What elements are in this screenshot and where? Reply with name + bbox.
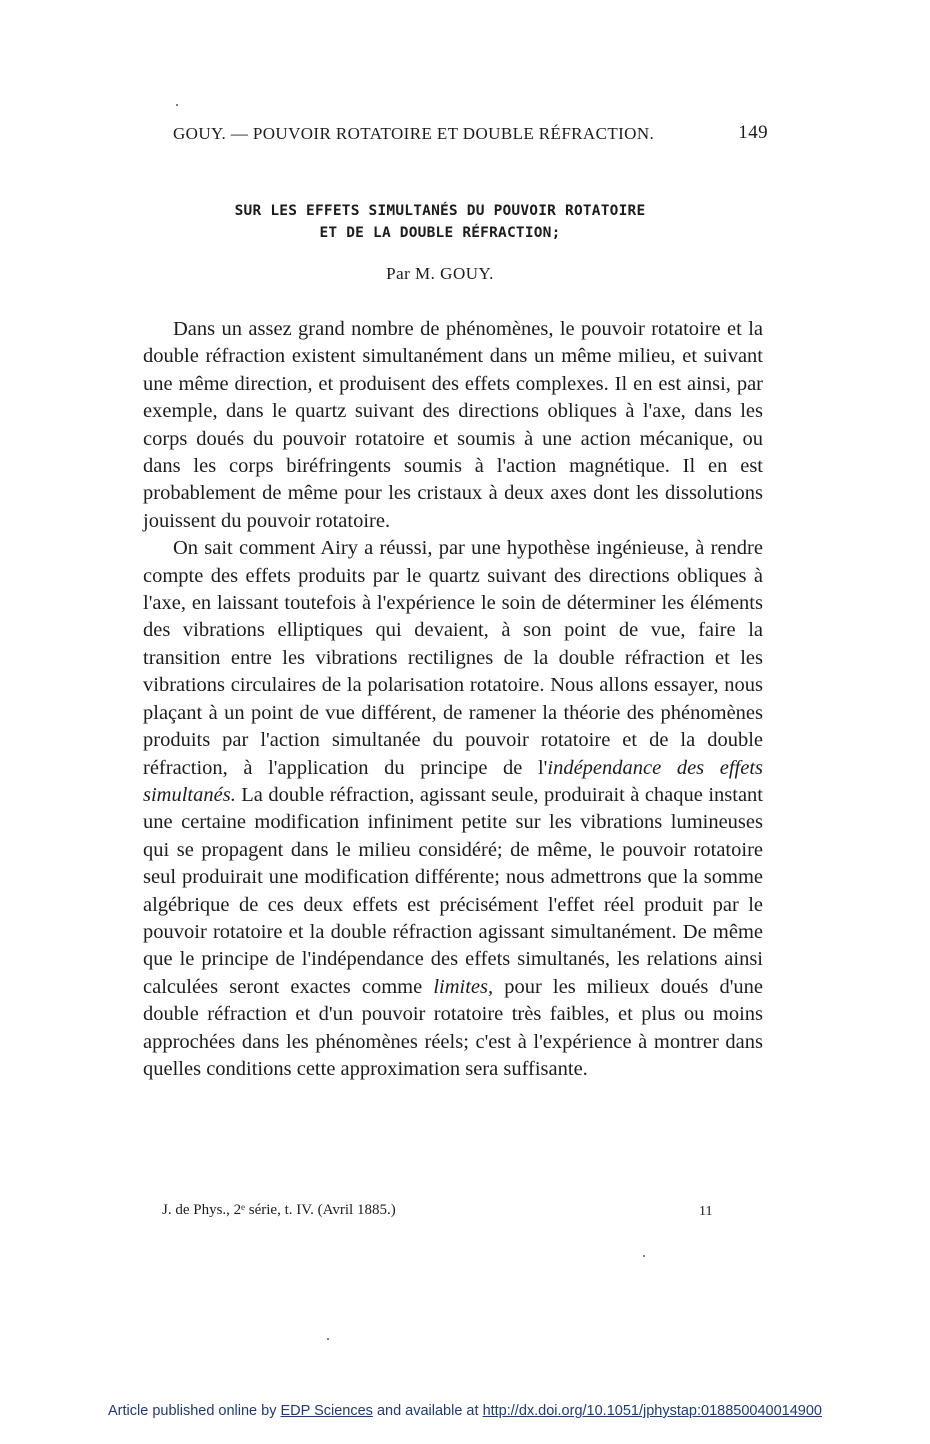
running-head bbox=[173, 120, 768, 150]
article-body bbox=[143, 316, 763, 1083]
scan-speck bbox=[643, 1255, 645, 1257]
doi-link[interactable]: http://dx.doi.org/10.1051/jphystap:018850040014900 bbox=[482, 1403, 822, 1419]
paragraph-2-emphasis-2: limites, bbox=[433, 975, 494, 998]
paragraph-2-text-c: pour les milieux doués d'une double réfraction et d'un pouvoir rotatoire très faibles, et plus ou moins approchées dans les phénomènes réels; c'est à l'expérience à montrer dans quelles conditions cette approximation sera suffisante. bbox=[143, 975, 763, 1080]
journal-reference: J. de Phys., 2ᵉ série, t. IV. (Avril 1885.) bbox=[162, 1202, 396, 1218]
scan-speck bbox=[176, 104, 178, 106]
paragraph-2-text-b: La double réfraction, agissant seule, produirait à chaque instant une certaine modification infiniment petite sur les vibrations lumineuses qui se propagent dans le milieu considéré; de même, le pouvoir rotatoire seul produirait une modification différente; nous admettrons que la somme algébrique de ces deux effets est précisément l'effet réel produit par le pouvoir rotatoire et la double réfraction agissant simultanément. De même que le principe de l'indépendance des effets simultanés, les relations ainsi calculées seront exactes comme bbox=[143, 783, 763, 998]
author-line: Par M. GOUY. bbox=[386, 264, 494, 283]
article-title-line-2: ET DE LA DOUBLE RÉFRACTION; bbox=[319, 225, 561, 241]
paragraph-1: Dans un assez grand nombre de phénomènes, le pouvoir rotatoire et la double réfraction existent simultanément dans un même milieu, et suivant une même direction, et produisent des effets complexes. Il en est ainsi, par exemple, dans le quartz suivant des directions obliques à l'axe, dans les corps doués du pouvoir rotatoire et soumis à une action mécanique, ou dans les corps biréfringents soumis à l'action magnétique. Il en est probablement de même pour les cristaux à deux axes dont les dissolutions jouissent du pouvoir rotatoire. bbox=[143, 318, 763, 532]
paragraph-2-text-a: On sait comment Airy a réussi, par une hypothèse ingénieuse, à rendre compte des effets produits par le quartz suivant des directions obliques à l'axe, en laissant toutefois à l'expérience le soin de déterminer les éléments des vibrations elliptiques qui devaient, à son point de vue, faire la transition entre les vibrations rectilignes de la double réfraction et les vibrations circulaires de la polarisation rotatoire. Nous allons essayer, nous plaçant à un point de vue différent, de ramener la théorie des phénomènes produits par l'action simultanée du pouvoir rotatoire et de la double réfraction, à l'application du principe de l' bbox=[143, 537, 763, 779]
page-number: 149 bbox=[738, 122, 768, 143]
publisher-line-prefix: Article published online by bbox=[108, 1403, 281, 1419]
paragraph-2-emphasis-1: indépendance des effets simultanés. bbox=[143, 756, 764, 806]
publisher-line-middle: and available at bbox=[372, 1403, 483, 1419]
publisher-link[interactable]: EDP Sciences bbox=[280, 1403, 373, 1419]
scan-speck bbox=[327, 1338, 329, 1340]
paragraph-2 bbox=[143, 535, 763, 1083]
running-head-title: GOUY. — POUVOIR ROTATOIRE ET DOUBLE RÉFRACTION. bbox=[173, 124, 655, 143]
publisher-line bbox=[0, 1403, 930, 1419]
article-title bbox=[160, 200, 720, 244]
article-title-line-1: SUR LES EFFETS SIMULTANÉS DU POUVOIR ROTATOIRE bbox=[234, 203, 646, 219]
signature-mark: 11 bbox=[699, 1204, 713, 1219]
journal-footer bbox=[162, 1202, 722, 1226]
